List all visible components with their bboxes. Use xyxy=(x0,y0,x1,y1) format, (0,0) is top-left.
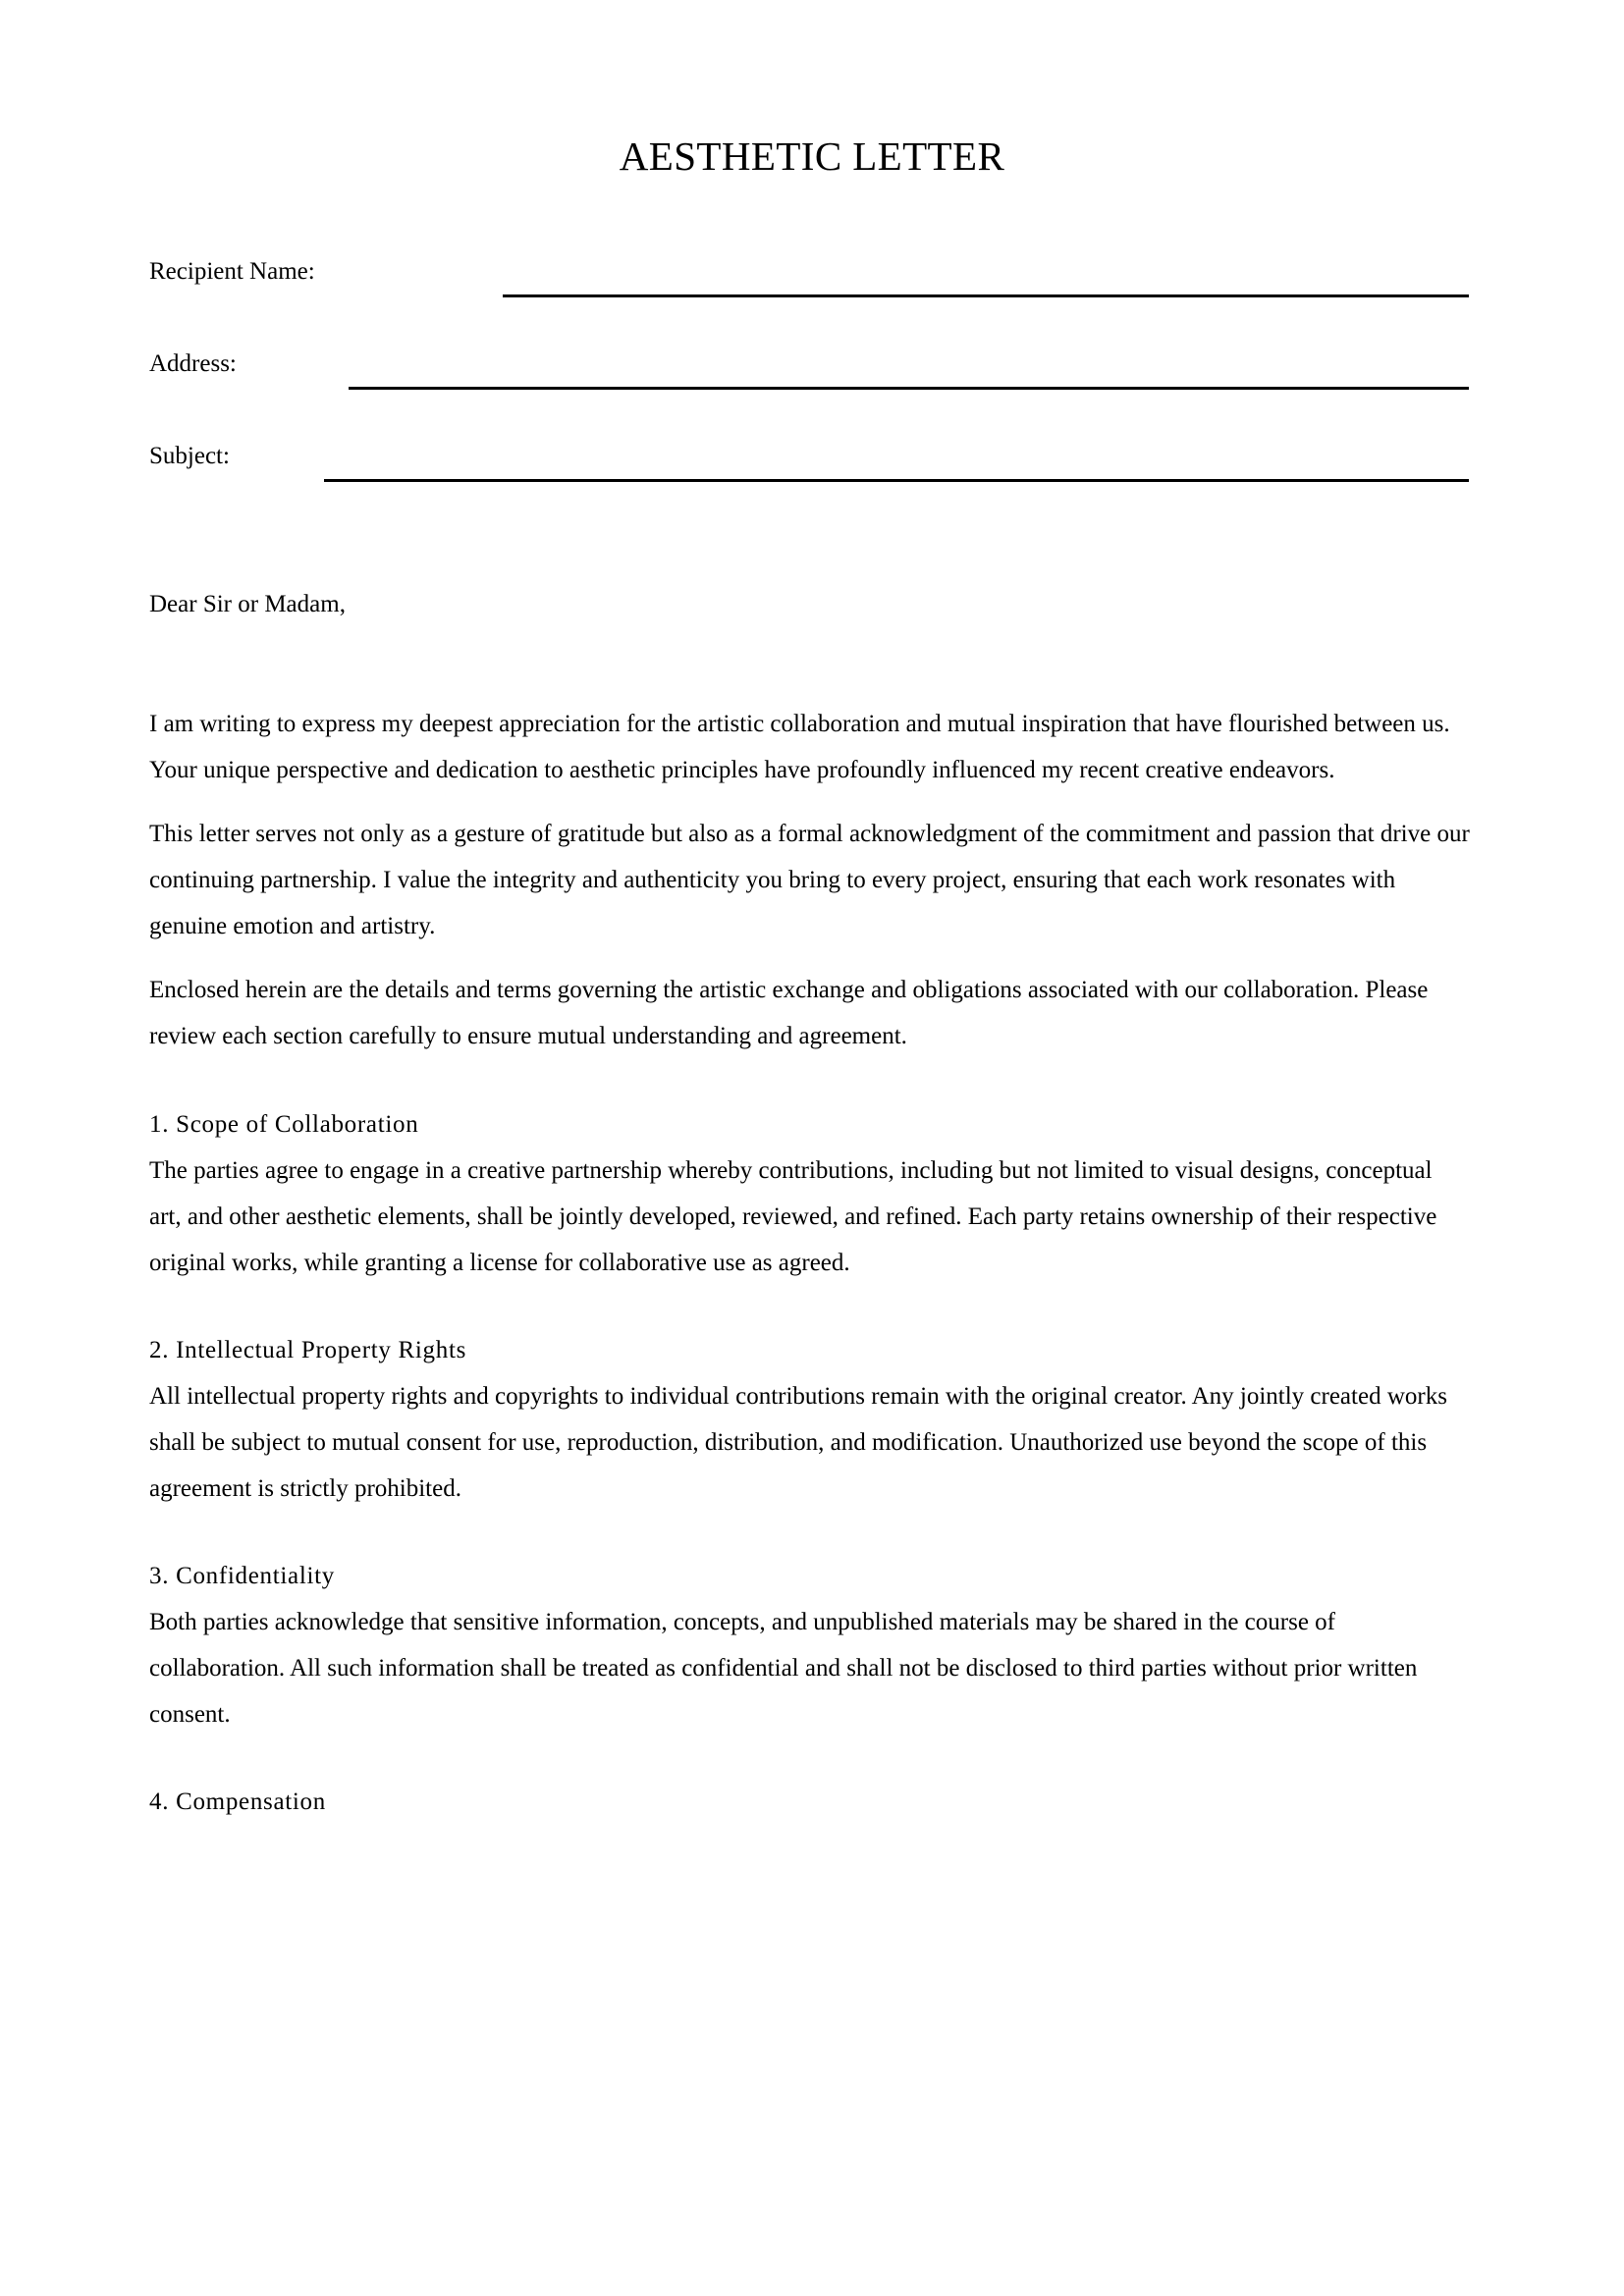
form-row-address xyxy=(149,340,1469,432)
page-title: AESTHETIC LETTER xyxy=(619,133,1005,180)
spacer-paragraph-2 xyxy=(149,949,1470,967)
subject-input[interactable] xyxy=(324,479,1469,482)
address-input[interactable] xyxy=(349,387,1469,390)
section-body-2: All intellectual property rights and copyrights to individual contributions remain with the original creator. Any jointly created works shall be subject to mutual consent for use, reproduction, distribution, and modification. Unauthorized use beyond the scope of this agreement is strictly prohibited. xyxy=(149,1383,1447,1502)
intro-paragraph-2: This letter serves not only as a gesture of gratitude but also as a formal acknowledgment of the commitment and passion that drive our continuing partnership. I value the integrity and authenticity you bring to every project, ensuring that each work resonates with genuine emotion and artistry. xyxy=(149,821,1470,939)
letter-body xyxy=(149,581,1470,1825)
spacer-before-section-4 xyxy=(149,1737,1470,1779)
address-label: Address: xyxy=(149,350,237,377)
section-body-3: Both parties acknowledge that sensitive information, concepts, and unpublished materials may be shared in the course of collaboration. All such information shall be treated as confidential and shall not be disclosed to third parties without prior written consent. xyxy=(149,1609,1418,1728)
section-heading-2: 2. Intellectual Property Rights xyxy=(149,1337,467,1363)
spacer-before-section-2 xyxy=(149,1286,1470,1327)
recipient-name-input[interactable] xyxy=(503,294,1469,297)
spacer-after-salutation xyxy=(149,627,1470,701)
form-row-recipient-name xyxy=(149,247,1469,340)
spacer-before-section-1 xyxy=(149,1059,1470,1101)
recipient-form-block xyxy=(149,247,1469,524)
form-row-subject xyxy=(149,432,1469,524)
intro-paragraph-1: I am writing to express my deepest appreciation for the artistic collaboration and mutual inspiration that have flourished between us. Your unique perspective and dedication to aesthetic principles have profoundly influenced my recent creative endeavors. xyxy=(149,711,1450,783)
section-body-1: The parties agree to engage in a creative partnership whereby contributions, including but not limited to visual designs, conceptual art, and other aesthetic elements, shall be jointly developed, reviewed, and refined. Each party retains ownership of their respective original works, while granting a license for collaborative use as agreed. xyxy=(149,1157,1437,1276)
intro-paragraph-3: Enclosed herein are the details and terms governing the artistic exchange and obligations associated with our collaboration. Please review each section carefully to ensure mutual understanding and agreement. xyxy=(149,977,1429,1049)
recipient-name-label: Recipient Name: xyxy=(149,258,315,285)
salutation: Dear Sir or Madam, xyxy=(149,591,346,617)
section-heading-3: 3. Confidentiality xyxy=(149,1563,335,1589)
section-heading-4: 4. Compensation xyxy=(149,1789,326,1815)
section-heading-1: 1. Scope of Collaboration xyxy=(149,1111,419,1138)
subject-label: Subject: xyxy=(149,443,230,469)
spacer-paragraph-1 xyxy=(149,793,1470,811)
spacer-before-section-3 xyxy=(149,1512,1470,1553)
